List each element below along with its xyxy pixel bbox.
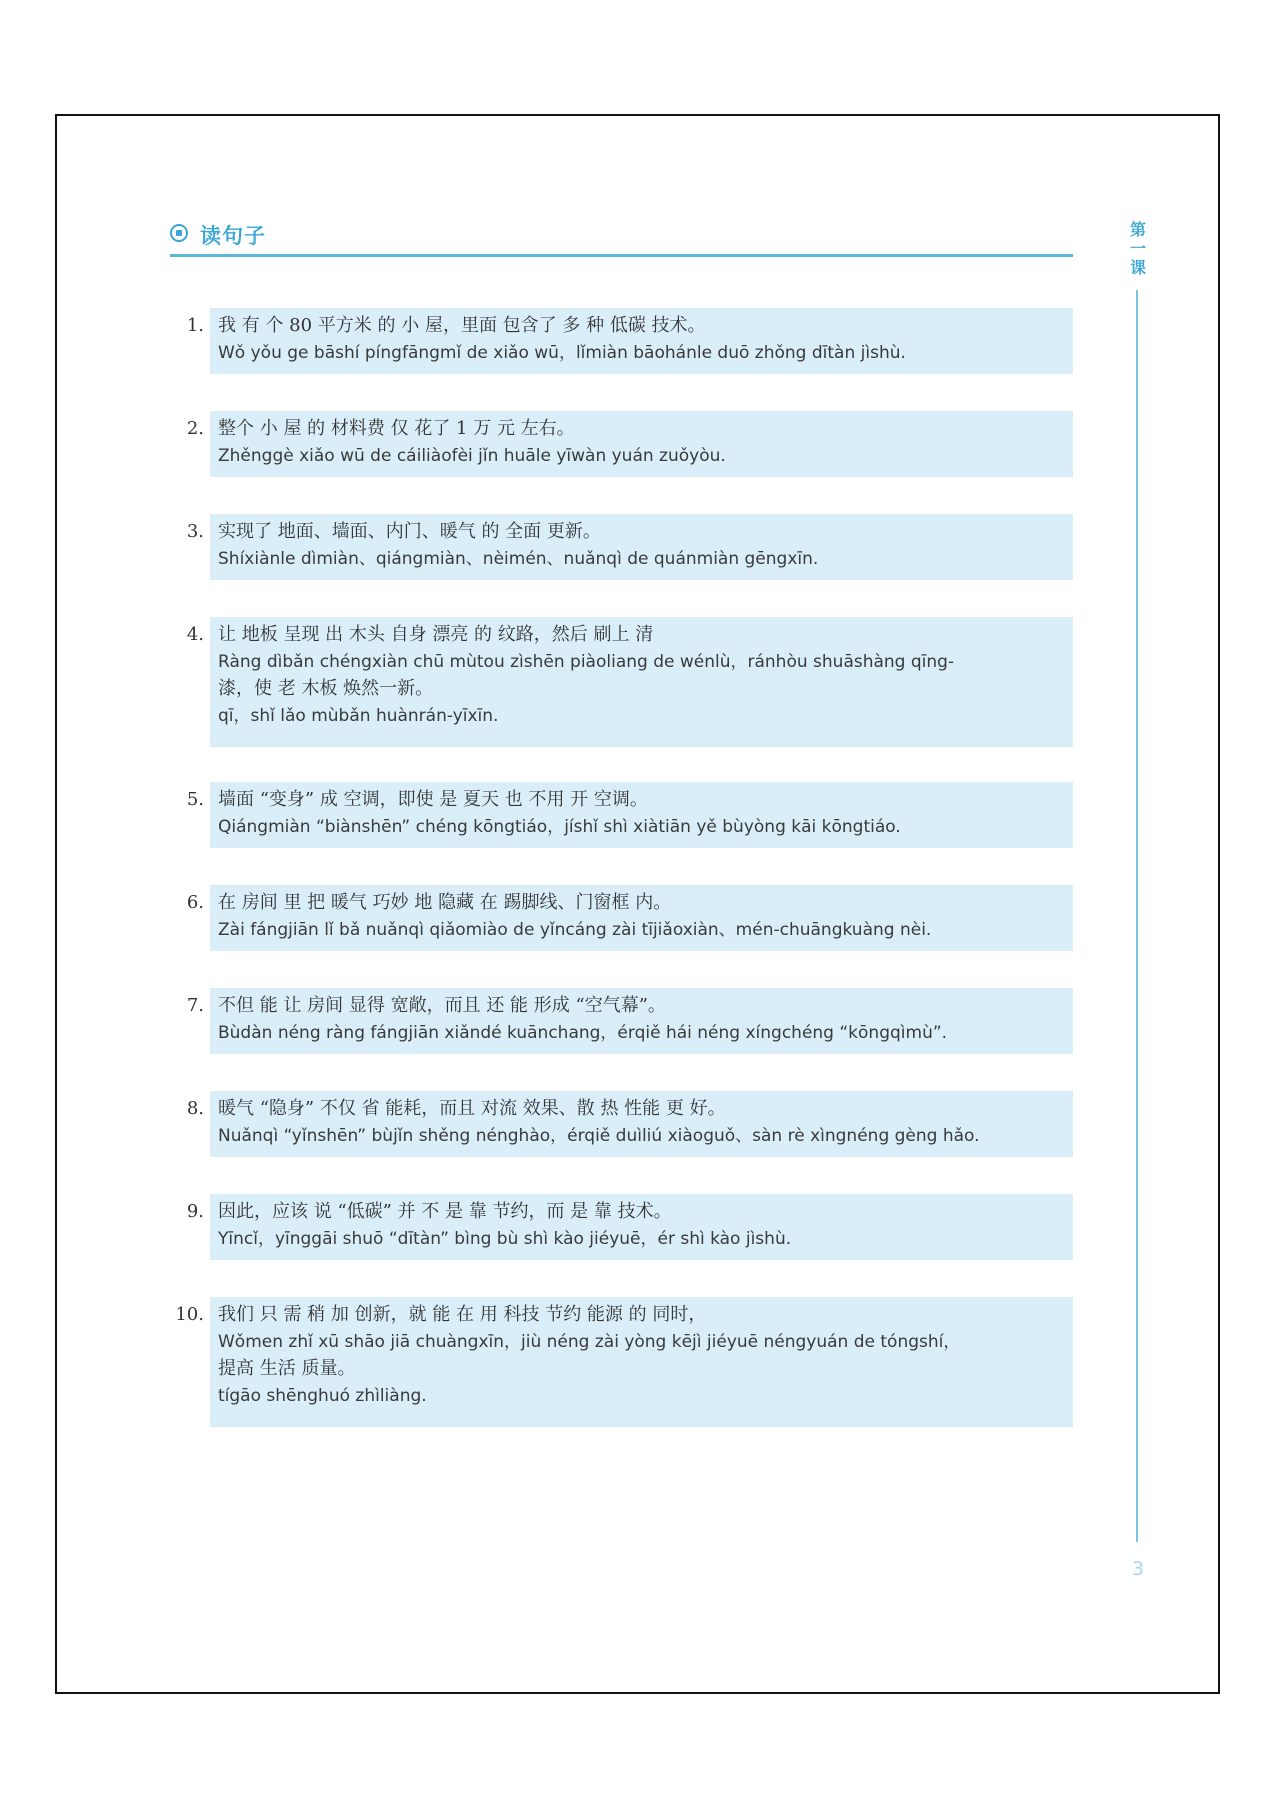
sentence-box (210, 514, 1073, 580)
section-title: 读句子 (200, 224, 266, 248)
sentence-hanzi-line2: 提高 生活 质量。 (218, 1358, 356, 1379)
sentence-pinyin-line2: tígāo shēnghuó zhìliàng. (218, 1386, 427, 1406)
sentence-hanzi: 我们 只 需 稍 加 创新，就 能 在 用 科技 节约 能源 的 同时， (218, 1304, 707, 1325)
sentence-pinyin: Nuǎnqì “yǐnshēn” bùjǐn shěng nénghào，érqiě duìliú xiàoguǒ、sàn rè xìngnéng gèng hǎo. (218, 1126, 980, 1146)
sentence-number: 10. (175, 1304, 204, 1325)
sentence-box (210, 617, 1073, 747)
sentence-hanzi: 墙面 “变身” 成 空调，即使 是 夏天 也 不用 开 空调。 (218, 789, 648, 810)
side-divider (1136, 290, 1138, 1542)
sentence-box (210, 988, 1073, 1054)
sentence-pinyin: Bùdàn néng ràng fángjiān xiǎndé kuānchang，érqiě hái néng xíngchéng “kōngqìmù”. (218, 1023, 948, 1043)
sentence-pinyin: Wǒ yǒu ge bāshí píngfāngmǐ de xiǎo wū，lǐmiàn bāohánle duō zhǒng dītàn jìshù. (218, 343, 906, 363)
sentence-hanzi: 在 房间 里 把 暖气 巧妙 地 隐藏 在 踢脚线、门窗框 内。 (218, 892, 672, 913)
sentence-number: 1. (186, 315, 204, 336)
sentence-pinyin: Ràng dìbǎn chéngxiàn chū mùtou zìshēn piàoliang de wénlù，ránhòu shuāshàng qīng- (218, 652, 955, 672)
sentence-hanzi: 因此，应该 说 “低碳” 并 不 是 靠 节约，而 是 靠 技术。 (218, 1201, 672, 1222)
sentence-number: 5. (186, 789, 204, 810)
sentence-pinyin: Wǒmen zhǐ xū shāo jiā chuàngxīn，jiù néng zài yòng kējì jiéyuē néngyuán de tóngshí， (218, 1332, 961, 1352)
sentence-box (210, 1297, 1073, 1427)
sentence-pinyin: Zài fángjiān lǐ bǎ nuǎnqì qiǎomiào de yǐncáng zài tījiǎoxiàn、mén-chuāngkuàng nèi. (218, 920, 932, 940)
section-header (170, 220, 1073, 257)
sentence-number: 7. (186, 995, 204, 1016)
sentence-hanzi: 我 有 个 80 平方米 的 小 屋，里面 包含了 多 种 低碳 技术。 (218, 315, 706, 336)
sentence-box (210, 782, 1073, 848)
page-frame (55, 114, 1220, 1694)
sentence-pinyin-line2: qī，shǐ lǎo mùbǎn huànrán-yīxīn. (218, 706, 499, 726)
section-bullet-icon (170, 224, 188, 242)
sentence-hanzi: 实现了 地面、墙面、内门、暖气 的 全面 更新。 (218, 521, 601, 542)
sentence-pinyin: Zhěnggè xiǎo wū de cáiliàofèi jǐn huāle yīwàn yuán zuǒyòu. (218, 446, 726, 466)
sentence-pinyin: Shíxiànle dìmiàn、qiángmiàn、nèimén、nuǎnqì de quánmiàn gēngxīn. (218, 549, 819, 569)
sentence-box (210, 411, 1073, 477)
sentence-hanzi: 不但 能 让 房间 显得 宽敞，而且 还 能 形成 “空气幕”。 (218, 995, 666, 1016)
sentence-box (210, 885, 1073, 951)
sentence-number: 3. (186, 521, 204, 542)
sentence-pinyin: Qiángmiàn “biànshēn” chéng kōngtiáo，jíshǐ shì xiàtiān yě bùyòng kāi kōngtiáo. (218, 817, 901, 837)
sentence-box (210, 1091, 1073, 1157)
sentence-box (210, 308, 1073, 374)
lesson-label: 第一课 (1129, 220, 1146, 277)
sentence-hanzi: 暖气 “隐身” 不仅 省 能耗，而且 对流 效果、散 热 性能 更 好。 (218, 1098, 726, 1119)
sentence-number: 9. (186, 1201, 204, 1222)
sentence-number: 6. (186, 892, 204, 913)
page-number: 3 (1131, 1558, 1145, 1580)
sentence-box (210, 1194, 1073, 1260)
sentence-number: 4. (186, 624, 204, 645)
sentence-hanzi-line2: 漆，使 老 木板 焕然一新。 (218, 678, 434, 699)
sentence-hanzi: 让 地板 呈现 出 木头 自身 漂亮 的 纹路，然后 刷上 清 (218, 624, 654, 645)
sentence-number: 8. (186, 1098, 204, 1119)
sentence-hanzi: 整个 小 屋 的 材料费 仅 花了 1 万 元 左右。 (218, 418, 575, 439)
sentence-pinyin: Yīncǐ，yīnggāi shuō “dītàn” bìng bù shì kào jiéyuē，ér shì kào jìshù. (218, 1229, 792, 1249)
sentence-number: 2. (186, 418, 204, 439)
